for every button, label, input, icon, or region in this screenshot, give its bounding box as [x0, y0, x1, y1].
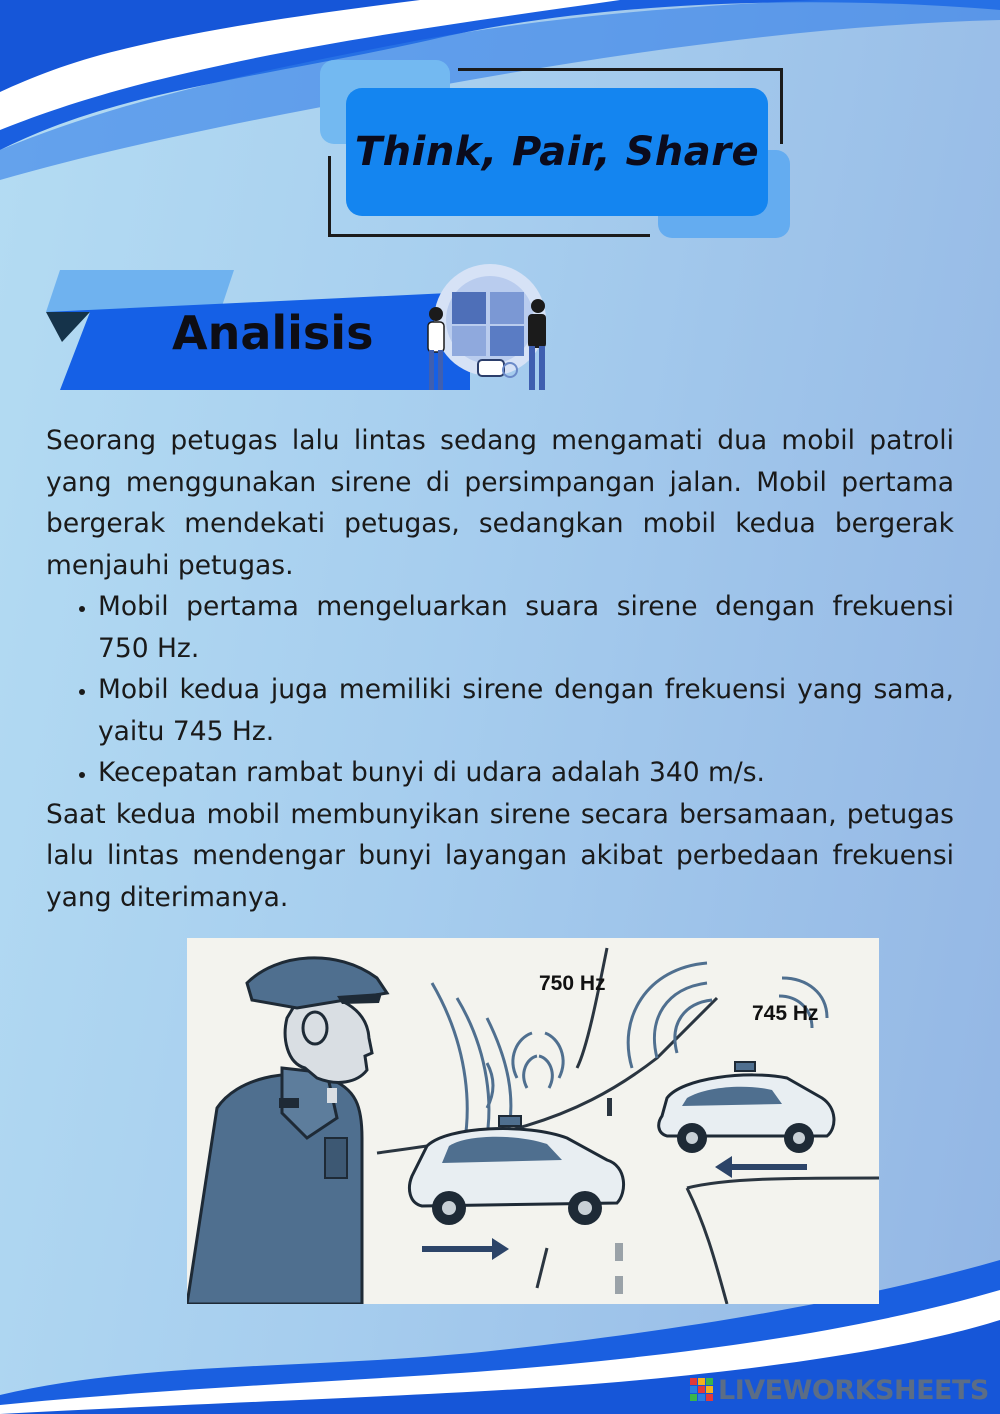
car-receding: [659, 1062, 834, 1153]
list-item: • Kecepatan rambat bunyi di udara adalah 340 m/s.: [98, 752, 954, 794]
title-frame-line: [780, 68, 783, 144]
list-item: • Mobil kedua juga memiliki sirene dengan frekuensi yang sama, yaitu 745 Hz.: [98, 669, 954, 752]
list-item: • Mobil pertama mengeluarkan suara sirene dengan frekuensi 750 Hz.: [98, 586, 954, 669]
page-title: Think, Pair, Share: [354, 129, 760, 175]
liveworksheets-logo: [690, 1372, 989, 1408]
title-frame-line: [458, 68, 780, 71]
frequency-label-car-1: 750 Hz: [539, 972, 606, 995]
car-approaching: [409, 1116, 623, 1225]
teamwork-puzzle-illustration: [412, 262, 562, 397]
watermark-text: LIVEWORKSHEETS: [718, 1374, 989, 1406]
section-heading: Analisis: [172, 306, 374, 360]
frequency-label-car-2: 745 Hz: [752, 1002, 819, 1025]
police-and-cars-drawing: [187, 938, 879, 1304]
title-frame-line: [328, 234, 650, 237]
title-frame-line: [328, 156, 331, 234]
closing-paragraph: Saat kedua mobil membunyikan sirene secara bersamaan, petugas lalu lintas mendengar bunyi layangan akibat perbedaan frekuensi yang diterimanya.: [46, 798, 954, 913]
title-box: [346, 88, 768, 216]
analysis-content: [46, 420, 954, 918]
title-frame: [318, 60, 788, 240]
facts-list: [46, 586, 954, 794]
scenario-illustration: [187, 938, 879, 1304]
liveworksheets-logo-icon: [690, 1378, 714, 1402]
intro-paragraph: Seorang petugas lalu lintas sedang mengamati dua mobil patroli yang menggunakan sirene di persimpangan jalan. Mobil pertama bergerak mendekati petugas, sedangkan mobil kedua bergerak menjauhi petugas.: [46, 425, 954, 581]
police-officer: [187, 958, 387, 1304]
